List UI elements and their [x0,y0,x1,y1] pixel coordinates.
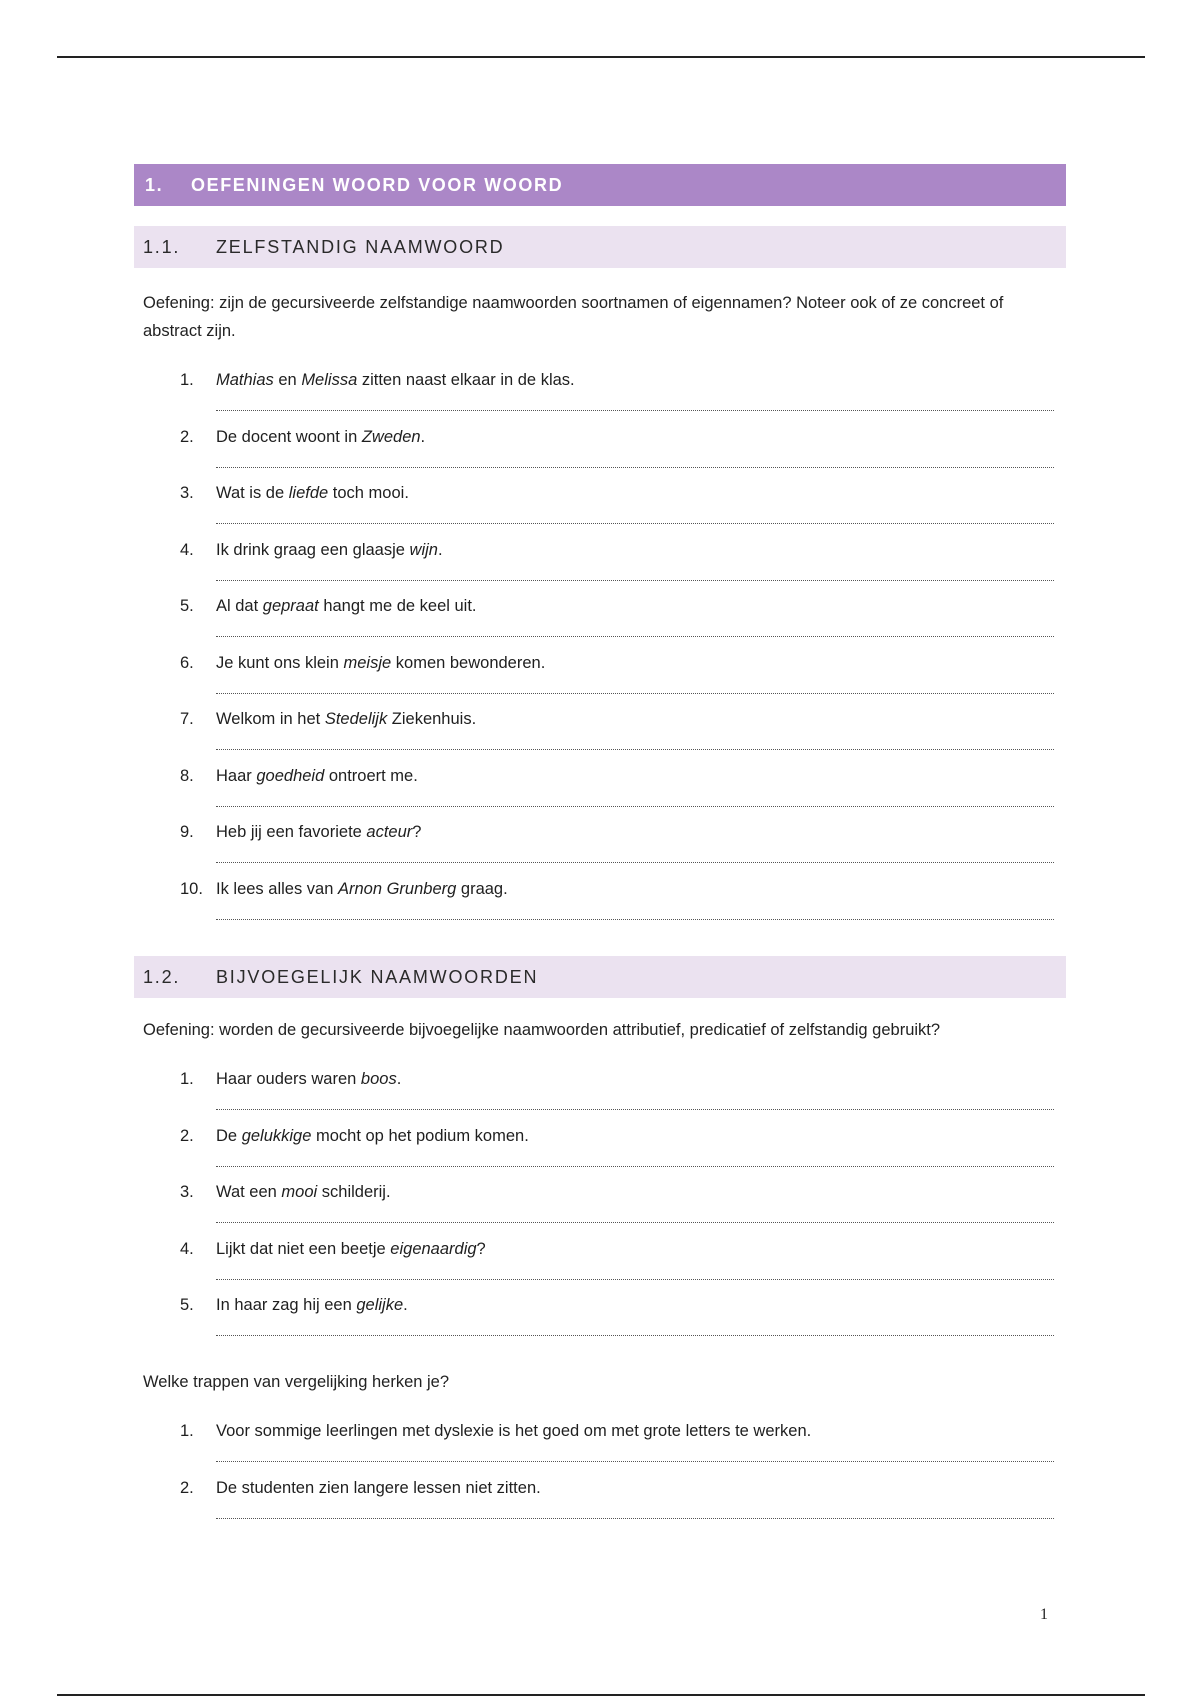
section-1-1-number: 1.1. [143,236,181,257]
heading-1-number: 1. [145,174,164,195]
exercise-number: 5. [180,597,194,615]
exercise-sentence [216,1420,811,1442]
italic-target-word: mooi [281,1183,318,1201]
answer-line[interactable] [216,580,1054,581]
exercise-sentence [216,708,476,730]
italic-target-word: Mathias [216,371,274,389]
sentence-fragment: Voor sommige leerlingen met dyslexie is het goed om met grote letters te werken. [216,1422,812,1440]
sentence-fragment: . [403,1296,408,1314]
sentence-fragment: De docent woont in [216,427,362,446]
comparison-instruction: Welke trappen van vergelijking herken je? [143,1373,450,1391]
exercise-number: 8. [180,766,194,785]
italic-target-word: gelukkige [241,1126,312,1145]
exercise-sentence [216,1068,401,1090]
exercise-number: 2. [180,1126,194,1145]
section-1-2-title: BIJVOEGELIJK NAAMWOORDEN [216,966,539,987]
exercise-sentence [216,595,477,617]
sentence-fragment: toch mooi. [328,484,409,502]
answer-line[interactable] [216,749,1054,750]
italic-target-word: Zweden [361,427,421,446]
exercise-sentence [216,369,575,391]
section-1-1-instruction: Oefening: zijn de gecursiveerde zelfstandige naamwoorden soortnamen of eigennamen? Noteer ook of ze concreet of abstract zijn. [143,294,1004,340]
italic-target-word: Arnon Grunberg [337,879,457,898]
exercise-number: 1. [180,1422,194,1440]
sentence-fragment: ? [412,823,422,841]
exercise-sentence [216,652,545,674]
exercise-number: 3. [180,1183,194,1201]
page-number: 1 [1040,1606,1048,1623]
exercise-sentence [216,878,508,900]
italic-target-word: meisje [343,653,392,672]
sentence-fragment: Heb jij een favoriete [216,823,367,841]
sentence-fragment: Wat is de [216,484,289,502]
italic-target-word: gepraat [262,597,319,615]
exercise-number: 2. [180,427,194,446]
italic-target-word: goedheid [256,766,325,785]
sentence-fragment: Welkom in het [216,710,325,728]
exercise-number: 1. [180,1070,194,1088]
sentence-fragment: ? [476,1239,486,1258]
sentence-fragment: Wat een [216,1183,282,1201]
exercise-sentence [216,1238,486,1260]
heading-1 [134,164,1066,206]
sentence-fragment: graag. [456,879,508,898]
answer-line[interactable] [216,1518,1054,1519]
sentence-fragment: Lijkt dat niet een beetje [216,1239,391,1258]
answer-line[interactable] [216,1166,1054,1167]
answer-line[interactable] [216,862,1054,863]
sentence-fragment: ontroert me. [324,766,418,785]
header-rule [57,56,1145,58]
exercise-number: 7. [180,710,194,728]
sentence-fragment: zitten naast elkaar in de klas. [357,371,575,389]
sentence-fragment: . [437,540,443,559]
answer-line[interactable] [216,1461,1054,1462]
exercise-number: 1. [180,371,194,389]
section-1-2-instruction: Oefening: worden de gecursiveerde bijvoegelijke naamwoorden attributief, predicatief of zelfstandig gebruikt? [143,1021,941,1039]
sentence-fragment: schilderij. [317,1183,391,1201]
sentence-fragment: mocht op het podium komen. [311,1126,529,1145]
exercise-sentence [216,482,409,504]
sentence-fragment: hangt me de keel uit. [318,597,477,615]
italic-target-word: eigenaardig [390,1239,477,1258]
answer-line[interactable] [216,636,1054,637]
exercise-sentence [216,1125,529,1147]
exercise-number: 9. [180,823,194,841]
answer-line[interactable] [216,410,1054,411]
exercise-sentence [216,539,443,561]
answer-line[interactable] [216,523,1054,524]
answer-line[interactable] [216,1279,1054,1280]
exercise-number: 4. [180,540,194,559]
italic-target-word: wijn [409,540,438,559]
sentence-fragment: en [273,371,302,389]
answer-line[interactable] [216,693,1054,694]
exercise-sentence [216,821,421,843]
exercise-number: 2. [180,1478,194,1497]
exercise-sentence [216,426,425,448]
sentence-fragment: . [396,1070,402,1088]
exercise-number: 4. [180,1239,194,1258]
answer-line[interactable] [216,919,1054,920]
italic-target-word: gelijke [356,1296,404,1314]
exercise-sentence [216,1294,408,1316]
answer-line[interactable] [216,1222,1054,1223]
exercise-number: 6. [180,653,194,672]
sentence-fragment: Ik drink graag een glaasje [216,540,410,559]
sentence-fragment: komen bewonderen. [391,653,546,672]
italic-target-word: boos [360,1070,397,1088]
sentence-fragment: Ik lees alles van [216,879,338,898]
sentence-fragment: . [420,427,426,446]
sentence-fragment: Ziekenhuis. [387,710,477,728]
section-1-1-title: ZELFSTANDIG NAAMWOORD [216,236,505,257]
exercise-number: 3. [180,484,194,502]
italic-target-word: Melissa [301,371,358,389]
sentence-fragment: Al dat [216,597,263,615]
exercise-sentence [216,1477,541,1499]
exercise-number: 10. [180,879,203,898]
sentence-fragment: Haar ouders waren [216,1070,361,1088]
sentence-fragment: De [216,1126,242,1145]
answer-line[interactable] [216,467,1054,468]
footer-rule [57,1694,1145,1696]
italic-target-word: Stedelijk [324,710,388,728]
sentence-fragment: In haar zag hij een [216,1296,357,1314]
exercise-number: 5. [180,1296,194,1314]
italic-target-word: acteur [366,823,413,841]
exercise-sentence [216,765,418,787]
answer-line[interactable] [216,806,1054,807]
section-1-2-number: 1.2. [143,966,181,987]
answer-line[interactable] [216,1109,1054,1110]
answer-line[interactable] [216,1335,1054,1336]
exercise-sentence [216,1181,391,1203]
sentence-fragment: Haar [216,766,257,785]
sentence-fragment: De studenten zien langere lessen niet zitten. [216,1478,541,1497]
heading-1-title: OEFENINGEN WOORD VOOR WOORD [191,174,564,195]
italic-target-word: liefde [288,484,329,502]
section-1-2-heading [134,956,1066,998]
sentence-fragment: Je kunt ons klein [216,653,344,672]
section-1-1-heading [134,226,1066,268]
